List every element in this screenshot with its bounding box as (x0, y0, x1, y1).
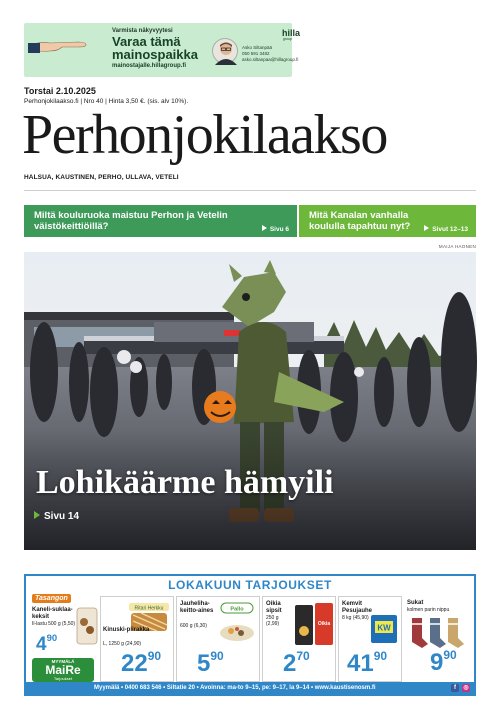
lead-photo-illustration (24, 252, 476, 550)
offer-price: $41^{90}$ (347, 649, 388, 677)
maire-logo (32, 658, 94, 682)
regions: HALSUA, KAUSTINEN, PERHO, ULLAVA, VETELI (24, 174, 179, 181)
offer-desc: 600 g (6,30) (180, 623, 207, 629)
offers-title: LOKAKUUN TARJOUKSET (168, 578, 332, 592)
teaser-kanala-school[interactable] (299, 205, 476, 237)
offer-oikia-sipsit (262, 596, 336, 682)
store-info: Myymälä • 0400 683 546 • Siltatie 20 • Avoinna: ma-to 9–15, pe: 9–17, la 9–14 • www.kaustisenosm.fi (94, 685, 376, 691)
socks-icon (408, 616, 470, 650)
teaser-text: Miltä kouluruoka maistuu Perhon ja Vetelin väistökeittiöillä? (34, 210, 228, 232)
offer-kinuski-piirakka (100, 596, 174, 682)
issue-meta: Perhonjokilaakso.fi | Nro 40 | Hinta 3,50 €. (sis. alv 10%). (24, 98, 189, 105)
offers-advertisement[interactable] (24, 574, 476, 696)
arrow-icon (34, 511, 40, 519)
svg-text:KW: KW (377, 623, 391, 633)
headline[interactable]: Lohikäärme hämyili (36, 464, 334, 501)
arrow-icon (424, 225, 429, 231)
offer-price: $5^{90}$ (197, 649, 224, 677)
offer-kaneli-keksit (30, 594, 98, 682)
offer-jauhelihakeitto (176, 596, 260, 682)
offer-desc: kolmen parin nippu (407, 607, 450, 613)
divider (24, 190, 476, 191)
offer-sukat (404, 596, 474, 682)
offer-desc: L, 1250 g (24,90) (103, 641, 142, 647)
teaser-page: Sivu 6 (262, 225, 289, 233)
offer-price: $22^{90}$ (121, 649, 162, 677)
photo-credit: MAIJA HAONEN (438, 244, 476, 249)
offer-price: $2^{70}$ (283, 649, 310, 677)
offer-name: Oikia sipsit (266, 601, 282, 614)
offer-desc: 250 g (2,99) (266, 615, 280, 627)
contact-email[interactable]: asko.siltanpaa@hillagroup.fi (242, 57, 299, 62)
teaser-text: Mitä Kanalan vanhalla koululla tapahtuu nyt? (309, 210, 411, 232)
ad-eyebrow: Varmista näkyvyytesi (112, 28, 173, 34)
maire-top: MYYMÄLÄ (51, 659, 75, 664)
arrow-icon (262, 225, 267, 231)
offer-name: Kinuski-piirakka (103, 627, 150, 633)
facebook-icon[interactable]: f (451, 684, 459, 692)
tasangon-logo: Tasangon (32, 594, 71, 603)
chips-bag-icon (293, 601, 335, 647)
hilla-logo: hilla (282, 28, 301, 38)
instagram-icon[interactable]: ◎ (463, 685, 469, 691)
teaser-page: Sivut 12–13 (424, 225, 468, 233)
detergent-box-icon (369, 613, 399, 645)
offer-kemvit-pesujauhe (338, 596, 402, 682)
offer-desc: 8 kg (45,90) (342, 615, 369, 621)
soup-pack-icon (217, 601, 257, 643)
offer-name: Kemvit Pesujauhe (342, 601, 373, 614)
teaser-school-food[interactable] (24, 205, 297, 237)
offer-desc: Il-lastu 500 g (5,50) (32, 621, 76, 627)
headline-page: Sivu 14 (34, 511, 79, 522)
masthead: Perhonjokilaakso (22, 104, 387, 166)
svg-text:Ritari Herkku: Ritari Herkku (134, 605, 164, 612)
pointing-hand-icon (28, 37, 100, 55)
offer-name: Kaneli-suklaa-keksit (32, 607, 73, 620)
offers-footer (26, 682, 474, 694)
maire-name: MaiRe (45, 663, 81, 677)
ad-headline: Varaa tämä mainospaikka (112, 34, 198, 62)
svg-text:Pallo: Pallo (230, 606, 244, 613)
avatar (212, 38, 238, 64)
top-advertisement[interactable] (24, 23, 301, 77)
offer-name: Sukat (407, 600, 424, 606)
ad-url[interactable]: mainostajalle.hillagroup.fi (112, 63, 187, 69)
contact-phone: 050 591 3482 (242, 51, 270, 56)
lead-photo[interactable] (24, 252, 476, 550)
ad-contact (242, 45, 298, 63)
svg-text:Oikia: Oikia (317, 621, 331, 627)
cookie-bag-icon (76, 606, 98, 646)
offer-name: Jauheliha-keitto-aines (180, 601, 214, 614)
offer-price: $4^{90}$ (36, 633, 58, 655)
hilla-logo-sub: group (283, 37, 292, 41)
social-icons (451, 684, 470, 692)
contact-name: Asko Siltanpää (242, 45, 273, 50)
maire-sub: Tarjoukset (53, 676, 73, 681)
offer-price: $9^{90}$ (430, 648, 457, 676)
issue-date: Torstai 2.10.2025 (24, 86, 96, 96)
